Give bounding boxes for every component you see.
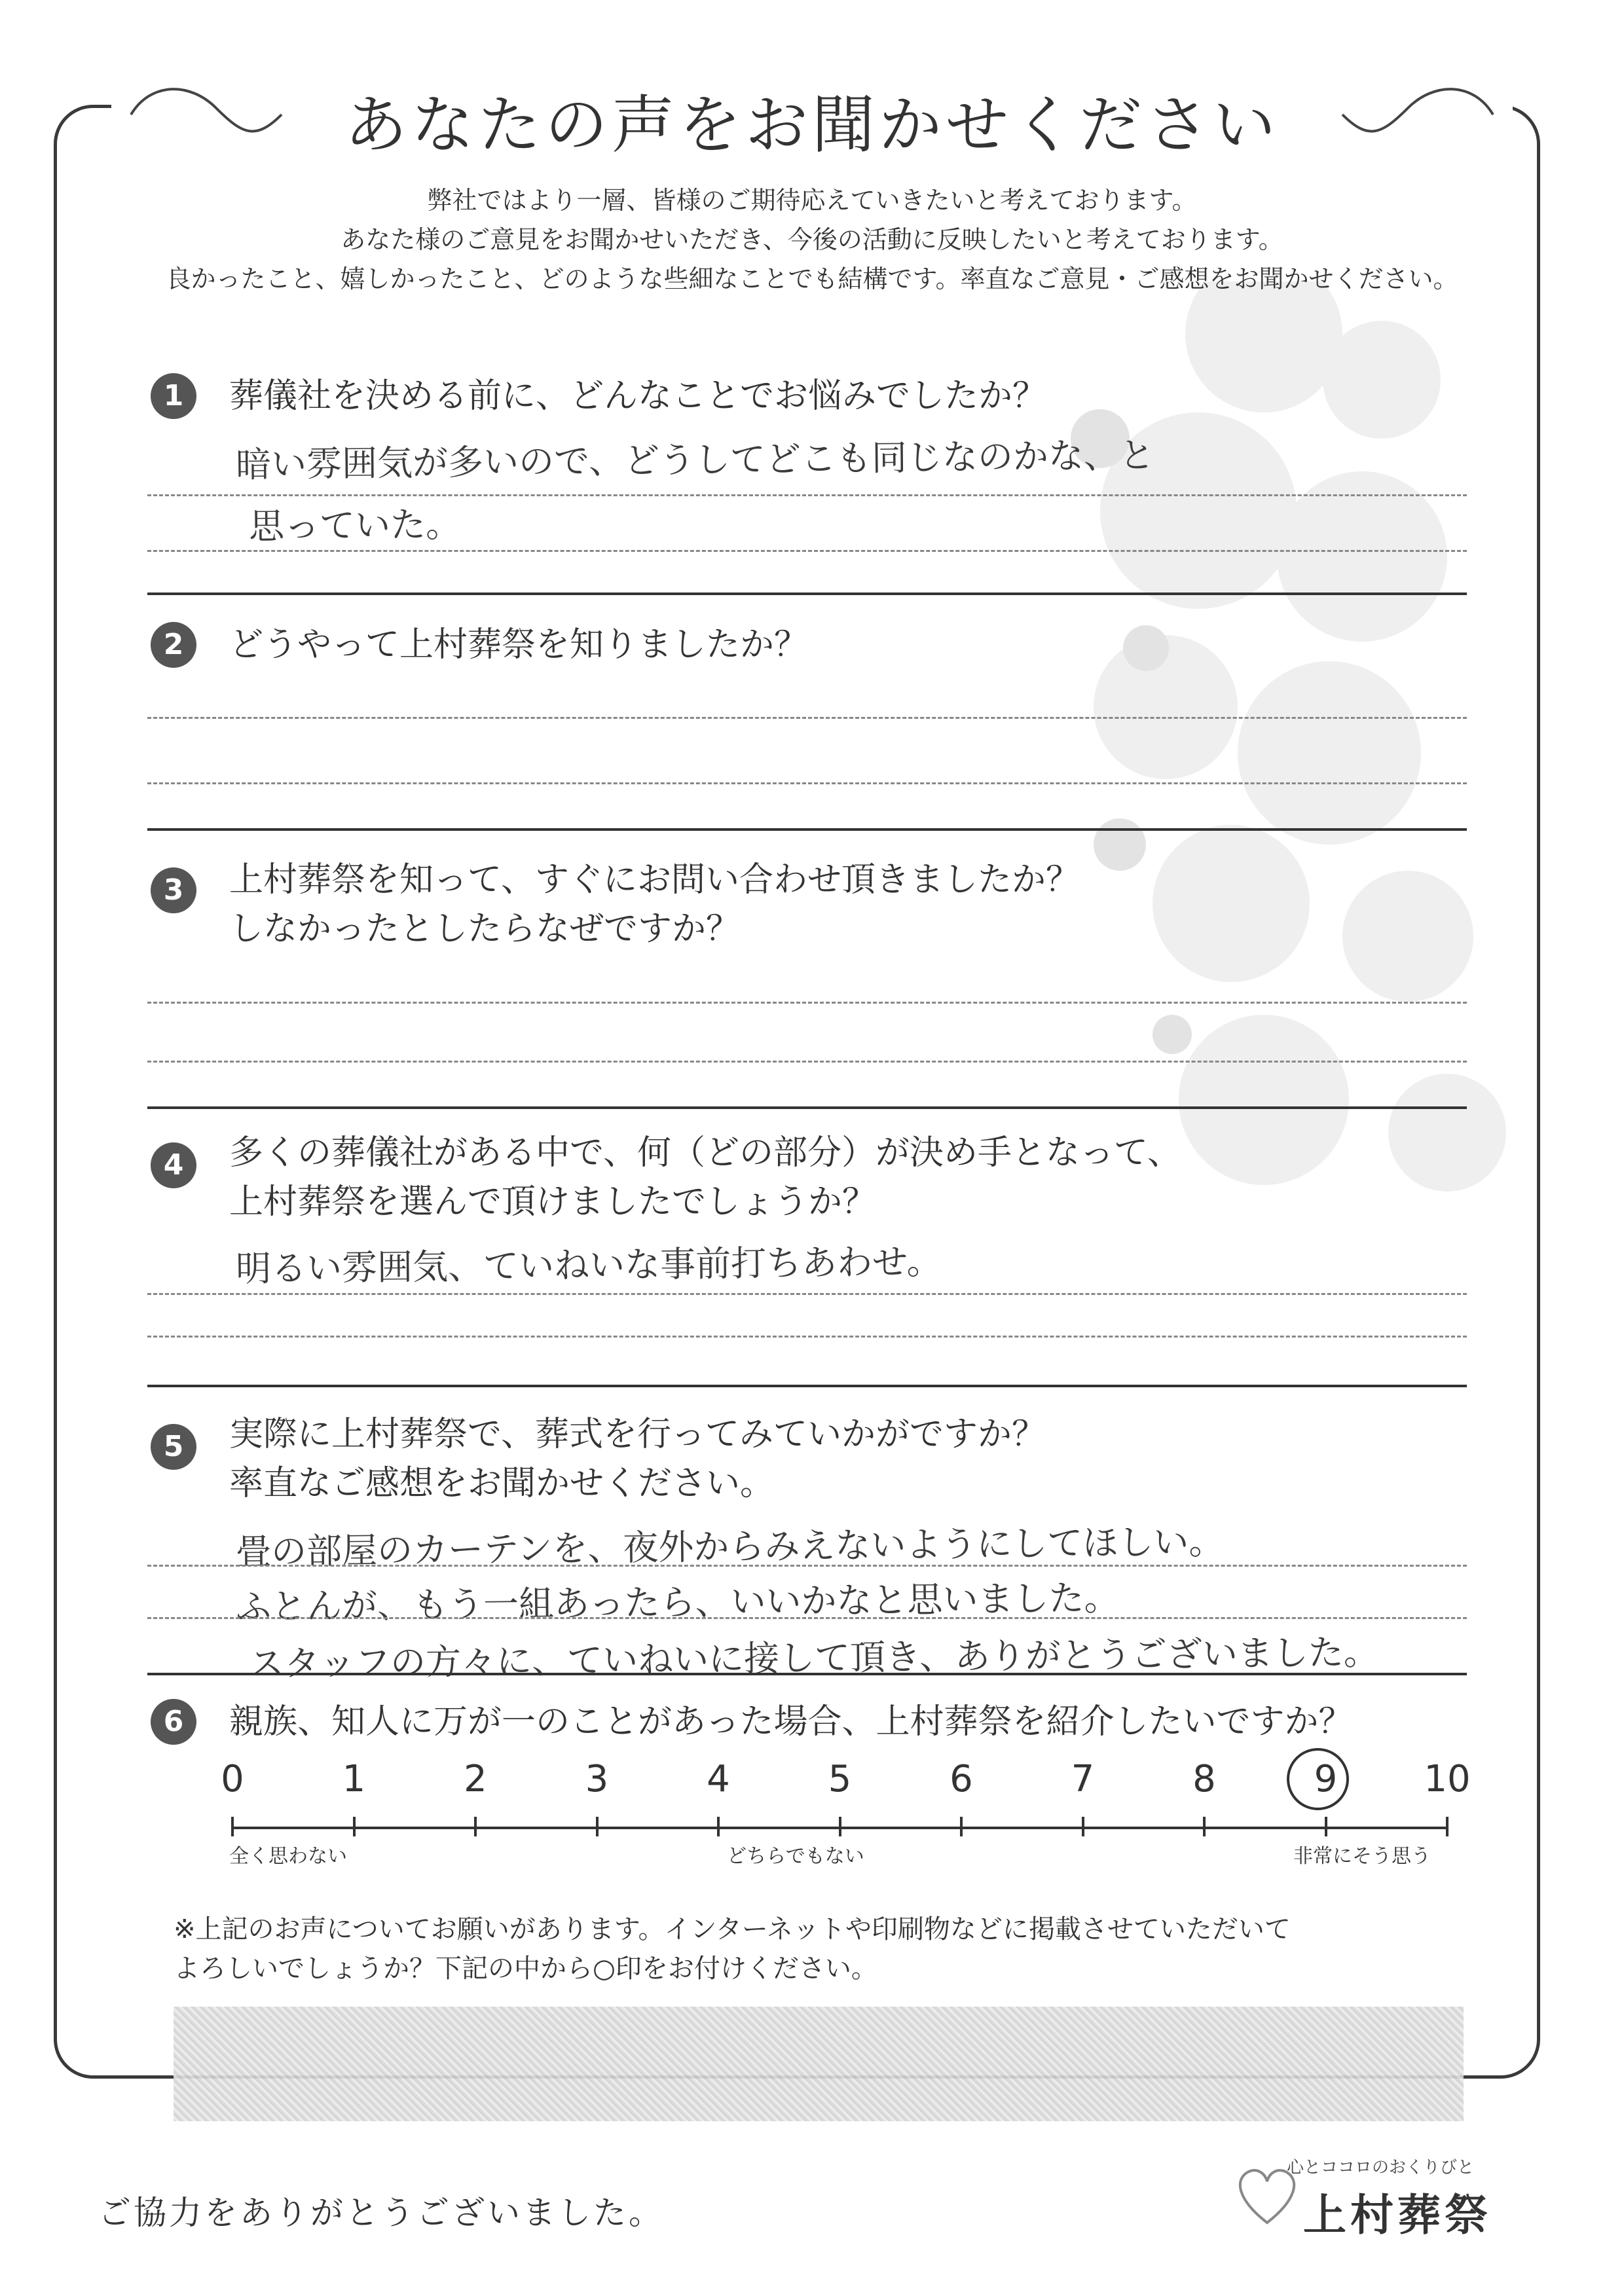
brand-tagline: 心とココロのおくりびと bbox=[1287, 2158, 1475, 2178]
scale-number-1: 1 bbox=[342, 1758, 366, 1800]
question-4-text-2: 上村葬祭を選んで頂けましたでしょうか？ bbox=[229, 1182, 877, 1222]
answer-line bbox=[147, 1617, 1467, 1619]
scale-number-7: 7 bbox=[1071, 1758, 1095, 1800]
section-divider bbox=[147, 1106, 1467, 1109]
section-divider bbox=[147, 592, 1467, 595]
section-divider bbox=[147, 1385, 1467, 1387]
answer-line bbox=[147, 1336, 1467, 1338]
scale-number-8: 8 bbox=[1192, 1758, 1216, 1800]
question-5-text-1: 実際に上村葬祭で、葬式を行ってみていかがですか？ bbox=[229, 1415, 1046, 1454]
question-3-number: 3 bbox=[151, 867, 196, 913]
answer-line bbox=[147, 1293, 1467, 1295]
scale-number-5: 5 bbox=[828, 1758, 852, 1800]
page-title: あなたの声をお聞かせください bbox=[344, 88, 1280, 162]
scale-tick bbox=[1446, 1817, 1449, 1836]
question-4-number: 4 bbox=[151, 1142, 196, 1188]
answer-5-line-3: スタッフの方々に、ていねいに接して頂き、ありがとうございました。 bbox=[248, 1631, 1380, 1685]
scale-tick bbox=[596, 1817, 599, 1836]
brand-name: 上村葬祭 bbox=[1303, 2190, 1492, 2240]
scale-tick bbox=[474, 1817, 477, 1836]
intro-line-3: 良かったこと、嬉しかったこと、どのような些細なことでも結構です。率直なご意見・ご感想をお聞かせください。 bbox=[166, 264, 1458, 293]
answer-line bbox=[147, 1002, 1467, 1004]
scale-tick bbox=[353, 1817, 356, 1836]
scale-tick bbox=[717, 1817, 720, 1836]
thanks-message: ご協力をありがとうございました。 bbox=[98, 2194, 664, 2232]
answer-5-line-2: ふとんが、もう一組あったら、いいかなと思いました。 bbox=[235, 1576, 1120, 1628]
intro-line-2: あなた様のご意見をお聞かせいただき、今後の活動に反映したいと考えております。 bbox=[341, 225, 1283, 254]
scale-label-mid: どちらでもない bbox=[727, 1845, 864, 1868]
question-5-text-2: 率直なご感想をお聞かせください。 bbox=[229, 1464, 775, 1503]
question-6-number: 6 bbox=[151, 1699, 196, 1745]
scale-number-2: 2 bbox=[464, 1758, 487, 1800]
title-banner bbox=[111, 69, 1513, 160]
scale-tick bbox=[1082, 1817, 1084, 1836]
scale-tick bbox=[1325, 1817, 1327, 1836]
scale-number-3: 3 bbox=[585, 1758, 609, 1800]
answer-line bbox=[147, 717, 1467, 719]
scale-number-4: 4 bbox=[707, 1758, 730, 1800]
question-4-text-1: 多くの葬儀社がある中で、何（どの部分）が決め手となって、 bbox=[229, 1133, 1181, 1173]
question-1-text: 葬儀社を決める前に、どんなことでお悩みでしたか？ bbox=[229, 376, 1047, 416]
answer-4-line-1: 明るい雰囲気、ていねいな事前打ちあわせ。 bbox=[235, 1241, 942, 1290]
scale-label-low: 全く思わない bbox=[229, 1845, 347, 1868]
section-divider bbox=[147, 1673, 1467, 1675]
answer-1-line-1: 暗い雰囲気が多いので、どうしてどこも同じなのかな、と bbox=[235, 434, 1155, 486]
section-divider bbox=[147, 828, 1467, 831]
redacted-area bbox=[174, 2007, 1464, 2121]
answer-line bbox=[147, 1061, 1467, 1063]
scale-tick bbox=[839, 1817, 841, 1836]
question-3-text-2: しなかったとしたらなぜですか？ bbox=[229, 909, 741, 949]
question-2-number: 2 bbox=[151, 622, 196, 668]
answer-line bbox=[147, 550, 1467, 552]
question-2-text: どうやって上村葬祭を知りましたか？ bbox=[229, 625, 809, 665]
scale-number-6: 6 bbox=[950, 1758, 973, 1800]
answer-1-line-2: 思っていた。 bbox=[248, 503, 462, 547]
scale-label-high: 非常にそう思う bbox=[1293, 1845, 1431, 1868]
intro-line-1: 弊社ではより一層、皆様のご期待応えていきたいと考えております。 bbox=[427, 186, 1197, 215]
scale-number-9: 9 bbox=[1314, 1758, 1338, 1800]
question-1-number: 1 bbox=[151, 373, 196, 419]
answer-5-line-1: 畳の部屋のカーテンを、夜外からみえないようにしてほしい。 bbox=[235, 1521, 1225, 1573]
scale-tick bbox=[960, 1817, 963, 1836]
question-5-number: 5 bbox=[151, 1424, 196, 1470]
scale-number-10: 10 bbox=[1424, 1758, 1471, 1800]
scale-number-0: 0 bbox=[221, 1758, 244, 1800]
answer-line bbox=[147, 782, 1467, 784]
answer-line bbox=[147, 494, 1467, 496]
scale-tick bbox=[231, 1817, 234, 1836]
permission-note-line-1: ※上記のお声についてお願いがあります。インターネットや印刷物などに掲載させていただいて bbox=[174, 1914, 1291, 1944]
question-3-text-1: 上村葬祭を知って、すぐにお問い合わせ頂きましたか？ bbox=[229, 860, 1080, 900]
question-6-text: 親族、知人に万が一のことがあった場合、上村葬祭を紹介したいですか？ bbox=[229, 1702, 1353, 1741]
selected-rating-circle bbox=[1287, 1748, 1349, 1810]
scale-tick bbox=[1203, 1817, 1206, 1836]
answer-line bbox=[147, 1565, 1467, 1567]
permission-note-line-2: よろしいでしょうか？下記の中から○印をお付けください。 bbox=[174, 1954, 877, 1984]
